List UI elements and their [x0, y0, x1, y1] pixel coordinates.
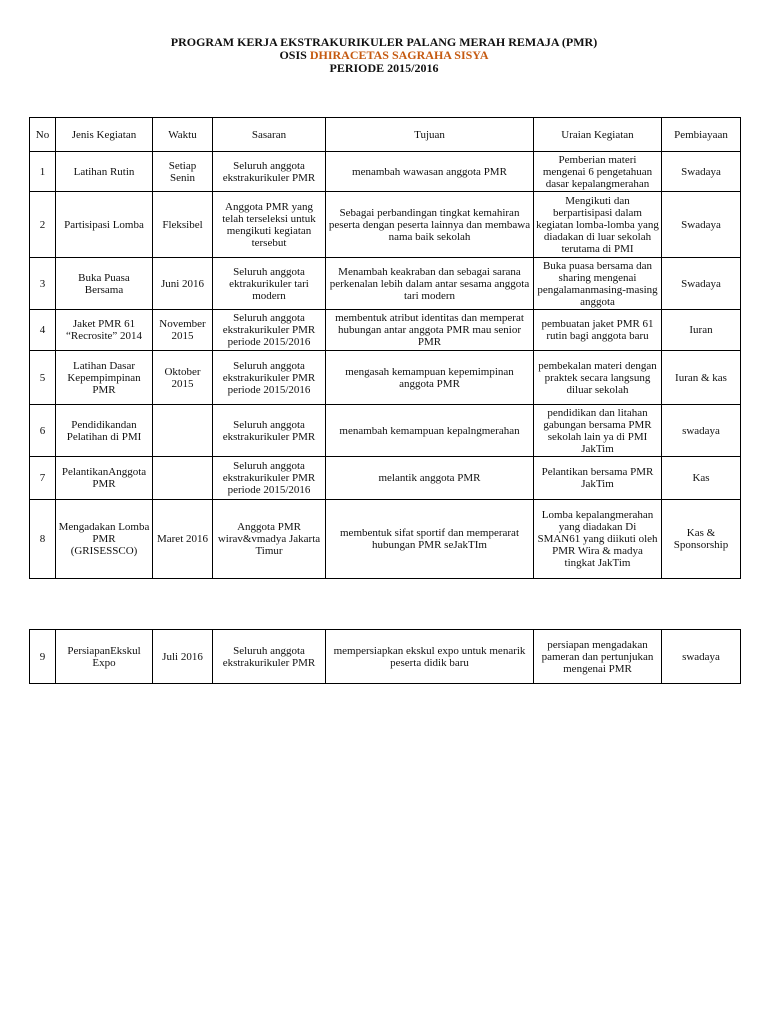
cell-jenis: Mengadakan Lomba PMR (GRISESSCO) [56, 500, 153, 579]
cell-uraian: pembuatan jaket PMR 61 rutin bagi anggota baru [534, 310, 662, 351]
table-header-row [30, 118, 741, 152]
cell-tujuan: mengasah kemampuan kepemimpinan anggota PMR [326, 351, 534, 405]
col-header-jenis: Jenis Kegiatan [56, 118, 153, 152]
cell-sasaran: Seluruh anggota ekstrakurikuler PMR periode 2015/2016 [213, 351, 326, 405]
cell-no: 1 [30, 152, 56, 192]
cell-pembiayaan: Swadaya [662, 152, 741, 192]
cell-jenis: Latihan Rutin [56, 152, 153, 192]
cell-uraian: persiapan mengadakan pameran dan pertunjukan mengenai PMR [534, 630, 662, 684]
cell-waktu: Juli 2016 [153, 630, 213, 684]
table-row [30, 405, 741, 457]
program-table [29, 117, 741, 579]
cell-waktu: Setiap Senin [153, 152, 213, 192]
cell-tujuan: Sebagai perbandingan tingkat kemahiran peserta dengan peserta lainnya dan membawa nama baik sekolah [326, 192, 534, 258]
col-header-waktu: Waktu [153, 118, 213, 152]
cell-sasaran: Seluruh anggota ekstrakurikuler PMR [213, 152, 326, 192]
cell-uraian: Pelantikan bersama PMR JakTim [534, 457, 662, 500]
cell-waktu [153, 405, 213, 457]
cell-uraian: Pemberian materi mengenai 6 pengetahuan dasar kepalangmerahan [534, 152, 662, 192]
cell-sasaran: Anggota PMR yang telah terseleksi untuk mengikuti kegiatan tersebut [213, 192, 326, 258]
cell-jenis: PelantikanAnggota PMR [56, 457, 153, 500]
table-row [30, 258, 741, 310]
table-row [30, 500, 741, 579]
cell-jenis: PersiapanEkskul Expo [56, 630, 153, 684]
cell-no: 8 [30, 500, 56, 579]
cell-sasaran: Seluruh anggota ekstrakurikuler PMR periode 2015/2016 [213, 310, 326, 351]
cell-pembiayaan: Kas [662, 457, 741, 500]
col-header-sasaran: Sasaran [213, 118, 326, 152]
cell-no: 4 [30, 310, 56, 351]
cell-no: 6 [30, 405, 56, 457]
cell-sasaran: Seluruh anggota ekstrakurikuler PMR [213, 405, 326, 457]
header-title: PROGRAM KERJA EKSTRAKURIKULER PALANG MERAH REMAJA (PMR) [170, 35, 598, 49]
cell-pembiayaan: Iuran & kas [662, 351, 741, 405]
cell-no: 7 [30, 457, 56, 500]
cell-sasaran: Seluruh anggota ekstrakurikuler PMR periode 2015/2016 [213, 457, 326, 500]
cell-waktu: Oktober 2015 [153, 351, 213, 405]
cell-waktu [153, 457, 213, 500]
cell-pembiayaan: Kas & Sponsorship [662, 500, 741, 579]
cell-tujuan: membentuk atribut identitas dan memperat hubungan antar anggota PMR mau senior PMR [326, 310, 534, 351]
cell-jenis: Partisipasi Lomba [56, 192, 153, 258]
cell-jenis: Buka Puasa Bersama [56, 258, 153, 310]
table-row [30, 310, 741, 351]
cell-waktu: Fleksibel [153, 192, 213, 258]
cell-sasaran: Seluruh anggota ektrakurikuler tari modern [213, 258, 326, 310]
cell-uraian: pembekalan materi dengan praktek secara langsung diluar sekolah [534, 351, 662, 405]
cell-waktu: Maret 2016 [153, 500, 213, 579]
table-row [30, 152, 741, 192]
header-period: PERIODE 2015/2016 [329, 61, 439, 75]
table-row [30, 351, 741, 405]
cell-pembiayaan: Iuran [662, 310, 741, 351]
header-osis-label: OSIS [279, 48, 307, 62]
cell-tujuan: Menambah keakraban dan sebagai sarana perkenalan lebih dalam antar sesama anggota tari modern [326, 258, 534, 310]
cell-pembiayaan: swadaya [662, 630, 741, 684]
col-header-tujuan: Tujuan [326, 118, 534, 152]
table-row [30, 457, 741, 500]
cell-sasaran: Seluruh anggota ekstrakurikuler PMR [213, 630, 326, 684]
cell-no: 5 [30, 351, 56, 405]
cell-no: 3 [30, 258, 56, 310]
col-header-no: No [30, 118, 56, 152]
cell-sasaran: Anggota PMR wirav&vmadya Jakarta Timur [213, 500, 326, 579]
cell-jenis: Pendidikandan Pelatihan di PMI [56, 405, 153, 457]
cell-pembiayaan: swadaya [662, 405, 741, 457]
cell-jenis: Latihan Dasar Kepempimpinan PMR [56, 351, 153, 405]
cell-waktu: Juni 2016 [153, 258, 213, 310]
cell-uraian: Lomba kepalangmerahan yang diadakan Di SMAN61 yang diikuti oleh PMR Wira & madya tingkat JakTim [534, 500, 662, 579]
header-school-name: DHIRACETAS SAGRAHA SISYA [309, 48, 489, 62]
col-header-uraian: Uraian Kegiatan [534, 118, 662, 152]
cell-pembiayaan: Swadaya [662, 192, 741, 258]
col-header-pembiayaan: Pembiayaan [662, 118, 741, 152]
table-row [30, 630, 741, 684]
cell-no: 9 [30, 630, 56, 684]
cell-tujuan: menambah kemampuan kepalngmerahan [326, 405, 534, 457]
cell-uraian: Buka puasa bersama dan sharing mengenai pengalamanmasing-masing anggota [534, 258, 662, 310]
table-row [30, 192, 741, 258]
cell-uraian: pendidikan dan litahan gabungan bersama PMR sekolah lain ya di PMI JakTim [534, 405, 662, 457]
cell-tujuan: mempersiapkan ekskul expo untuk menarik peserta didik baru [326, 630, 534, 684]
cell-jenis: Jaket PMR 61 “Recrosite” 2014 [56, 310, 153, 351]
cell-no: 2 [30, 192, 56, 258]
document-header [0, 36, 768, 75]
cell-uraian: Mengikuti dan berpartisipasi dalam kegiatan lomba-lomba yang diadakan di luar sekolah terutama di PMI [534, 192, 662, 258]
program-table-continued [29, 629, 741, 684]
cell-tujuan: melantik anggota PMR [326, 457, 534, 500]
cell-tujuan: menambah wawasan anggota PMR [326, 152, 534, 192]
cell-tujuan: membentuk sifat sportif dan memperarat hubungan PMR seJakTIm [326, 500, 534, 579]
cell-pembiayaan: Swadaya [662, 258, 741, 310]
cell-waktu: November 2015 [153, 310, 213, 351]
